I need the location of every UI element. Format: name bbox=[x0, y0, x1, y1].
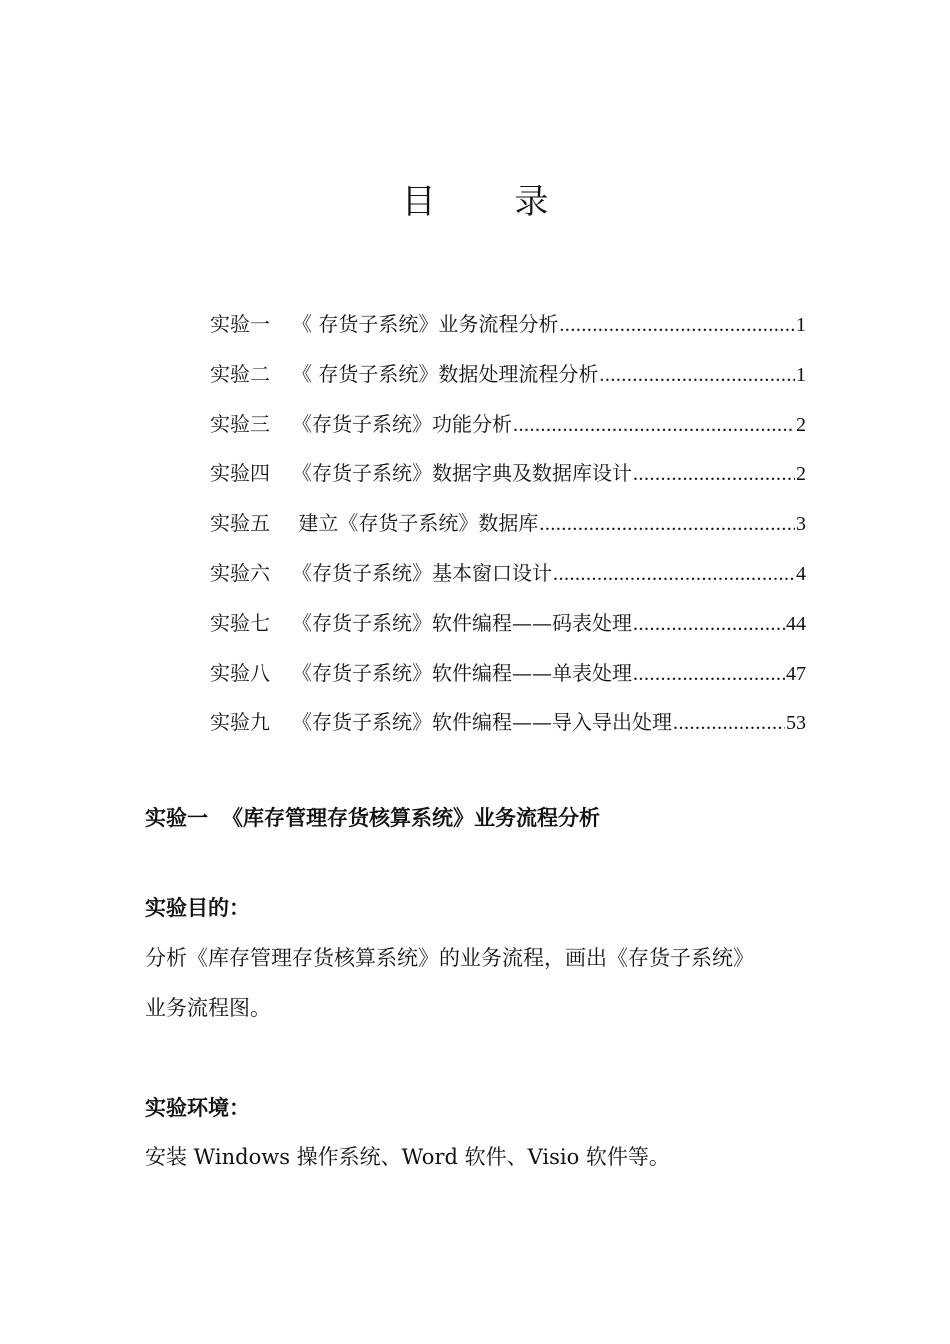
table-of-contents bbox=[210, 300, 806, 748]
toc-entry-9[interactable] bbox=[210, 698, 806, 748]
toc-entry-number: 实验八 bbox=[210, 660, 270, 685]
section-number: 实验一 bbox=[145, 805, 208, 830]
toc-dot-leader bbox=[553, 550, 795, 600]
toc-entry-title: 《存货子系统》功能分析 bbox=[292, 411, 512, 436]
page-title: 目 录 bbox=[401, 182, 583, 222]
toc-dot-leader bbox=[673, 699, 785, 749]
toc-entry-page: 1 bbox=[796, 363, 806, 386]
toc-entry-2[interactable] bbox=[210, 350, 806, 400]
toc-entry-page: 4 bbox=[796, 562, 806, 585]
purpose-text-line-1: 分析《库存管理存货核算系统》的业务流程，画出《存货子系统》 bbox=[145, 946, 754, 970]
toc-entry-page: 2 bbox=[796, 413, 806, 436]
toc-entry-page: 44 bbox=[786, 612, 806, 635]
purpose-heading: 实验目的： bbox=[145, 895, 250, 920]
toc-dot-leader bbox=[633, 650, 785, 700]
toc-entry-5[interactable] bbox=[210, 499, 806, 549]
toc-entry-page: 1 bbox=[796, 314, 806, 336]
toc-dot-leader bbox=[559, 301, 795, 351]
toc-dot-leader bbox=[633, 450, 795, 500]
toc-entry-3[interactable] bbox=[210, 400, 806, 450]
toc-entry-number: 实验九 bbox=[210, 710, 270, 735]
section-heading bbox=[145, 800, 600, 836]
toc-entry-page: 53 bbox=[786, 712, 806, 735]
toc-entry-title: 《存货子系统》软件编程——导入导出处理 bbox=[292, 710, 672, 735]
toc-entry-number: 实验七 bbox=[210, 610, 270, 635]
toc-entry-number: 实验三 bbox=[210, 411, 270, 436]
toc-entry-title: 《存货子系统》软件编程——单表处理 bbox=[292, 660, 632, 685]
toc-entry-title: 《存货子系统》软件编程——码表处理 bbox=[292, 610, 632, 635]
environment-text: 安装 Windows 操作系统、Word 软件、Visio 软件等。 bbox=[145, 1145, 670, 1169]
toc-entry-number: 实验二 bbox=[210, 361, 270, 386]
toc-dot-leader bbox=[599, 351, 795, 401]
toc-entry-title: 建立《存货子系统》数据库 bbox=[292, 511, 539, 536]
toc-entry-1[interactable] bbox=[210, 300, 806, 350]
toc-entry-7[interactable] bbox=[210, 599, 806, 649]
toc-entry-title: 《存货子系统》数据字典及数据库设计 bbox=[292, 461, 632, 486]
toc-entry-6[interactable] bbox=[210, 549, 806, 599]
toc-entry-page: 3 bbox=[796, 513, 806, 536]
toc-entry-number: 实验一 bbox=[210, 312, 270, 336]
toc-dot-leader bbox=[513, 401, 795, 451]
toc-entry-number: 实验六 bbox=[210, 560, 270, 585]
section-title: 《库存管理存货核算系统》业务流程分析 bbox=[222, 805, 600, 830]
toc-entry-page: 2 bbox=[796, 463, 806, 486]
toc-dot-leader bbox=[633, 600, 785, 650]
toc-entry-8[interactable] bbox=[210, 649, 806, 699]
toc-entry-number: 实验五 bbox=[210, 511, 270, 536]
toc-entry-title: 《 存货子系统》业务流程分析 bbox=[292, 312, 559, 336]
toc-entry-title: 《存货子系统》基本窗口设计 bbox=[292, 560, 552, 585]
toc-entry-number: 实验四 bbox=[210, 461, 270, 486]
purpose-text-line-2: 业务流程图。 bbox=[145, 996, 271, 1020]
toc-entry-4[interactable] bbox=[210, 449, 806, 499]
environment-heading: 实验环境： bbox=[145, 1095, 250, 1120]
toc-entry-title: 《 存货子系统》数据处理流程分析 bbox=[292, 361, 599, 386]
toc-dot-leader bbox=[539, 500, 795, 550]
toc-entry-page: 47 bbox=[786, 662, 806, 685]
